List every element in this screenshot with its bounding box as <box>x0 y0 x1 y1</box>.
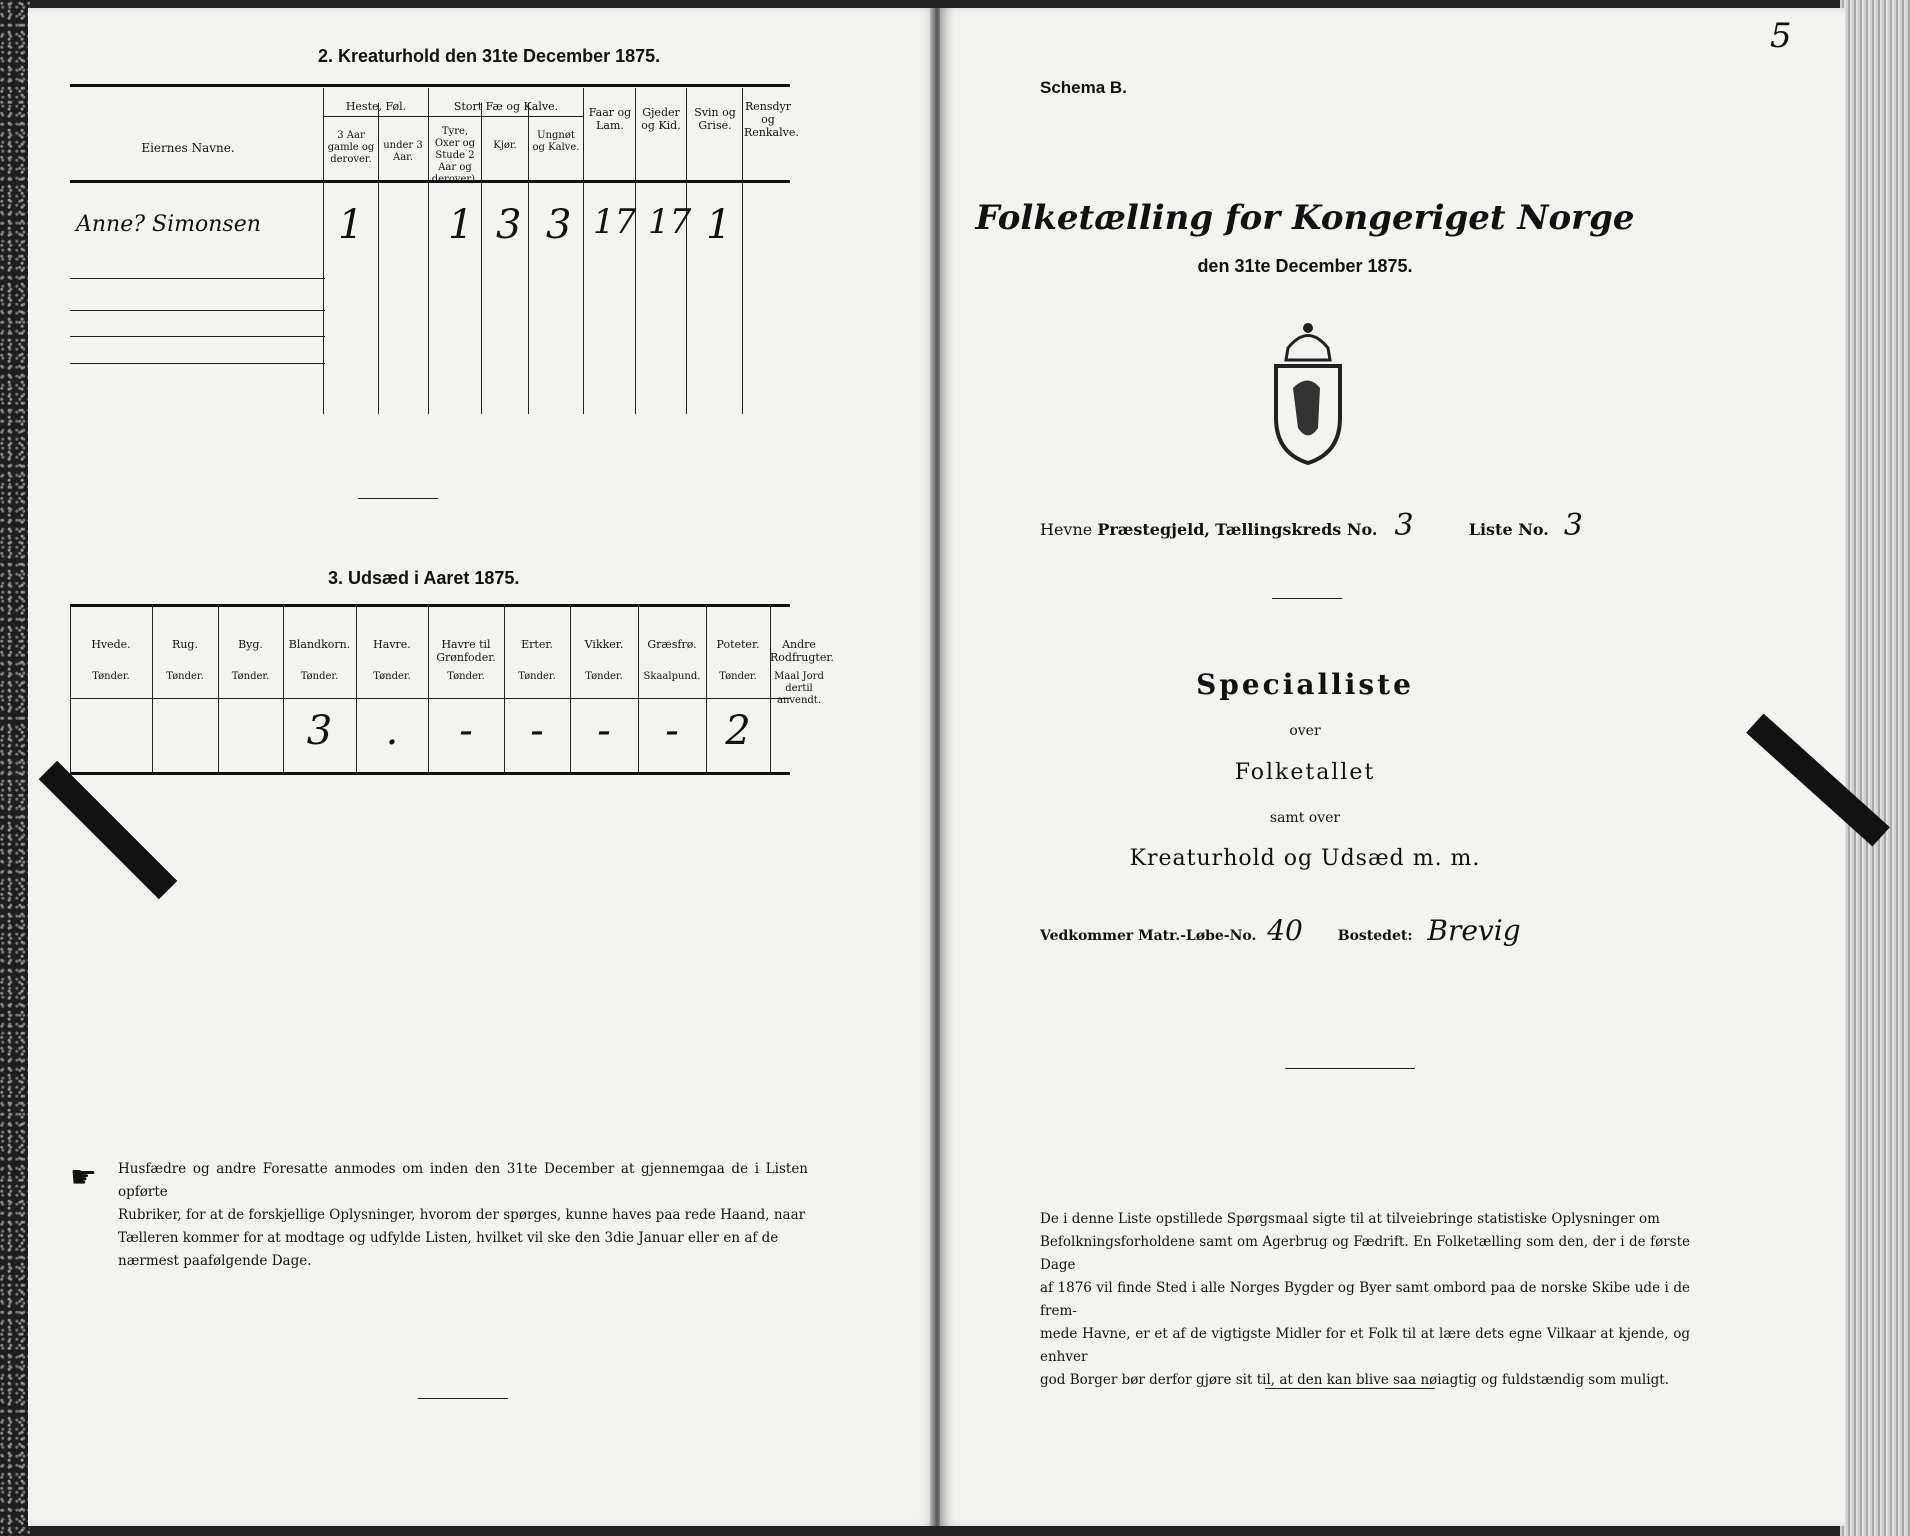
document-title: Folketælling for Kongeriget Norge <box>975 198 1635 238</box>
gjeder-value: 17 <box>648 202 692 242</box>
schema-label: Schema B. <box>1040 78 1127 97</box>
stort-a-value: 1 <box>448 202 474 248</box>
heste-b-header: under 3 Aar. <box>383 140 423 163</box>
over-text: over <box>1289 723 1321 739</box>
paragraph-line: god Borger bør derfor gjøre sit til, at den kan blive saa nøiagtig og fuldstændig som muligt. <box>1040 1372 1669 1388</box>
rule <box>70 84 790 87</box>
notice-line: nærmest paafølgende Dage. <box>118 1253 312 1269</box>
kjor-value: 3 <box>496 202 522 248</box>
notice-line: Rubriker, for at de forskjellige Oplysninger, hvorom der spørges, kunne haves paa rede Haand, naar <box>118 1207 806 1223</box>
heste-value: 1 <box>338 202 364 248</box>
owner-col-header: Eiernes Navne. <box>141 141 235 155</box>
paragraph-line: mede Havne, er et af de vigtigste Midler for et Folk til at lære dets egne Vilkaar at kjende, og enhver <box>1040 1326 1690 1365</box>
liste-label: Liste No. <box>1468 520 1549 539</box>
seed-header: Vikker. <box>584 638 624 651</box>
notice-line: Tælleren kommer for at modtage og udfylde Listen, hvilket vil ske den 3die Januar eller en af de <box>118 1230 779 1246</box>
seed-unit: Tønder. <box>719 671 757 682</box>
seed-header: Græsfrø. <box>647 638 697 651</box>
svin-value: 1 <box>706 202 732 248</box>
seed-unit: Tønder. <box>231 671 270 682</box>
seed-unit: Tønder. <box>447 671 485 682</box>
samt-over-text: samt over <box>1269 810 1341 826</box>
bosted-label: Bostedet: <box>1337 928 1413 944</box>
section3-title: 3. Udsæd i Aaret 1875. <box>328 568 520 588</box>
seed-value: - <box>665 708 679 754</box>
seed-unit: Tønder. <box>300 671 339 682</box>
page-number: 5 <box>1770 16 1792 56</box>
stort-header: Stort Fæ og Kalve. <box>453 100 559 113</box>
praestegjeld-label: Præstegjeld, <box>1097 520 1210 539</box>
stort-b-header: Kjør. <box>493 140 517 151</box>
seed-header: Hvede. <box>91 638 131 651</box>
faar-header: Faar og Lam. <box>588 106 632 132</box>
seed-value: - <box>459 708 473 754</box>
seed-col-divider <box>152 604 153 772</box>
scan-border-left <box>0 0 30 1536</box>
kreds-label: Tællingskreds No. <box>1215 520 1378 539</box>
seed-header: Blandkorn. <box>288 638 351 651</box>
rensdyr-header: Rensdyr og Renkalve. <box>744 100 799 139</box>
right-page <box>940 8 1845 1526</box>
seed-header: Havre til Grønfoder. <box>436 638 496 664</box>
faar-value: 17 <box>593 202 637 242</box>
stort-c-header: Ungnøt og Kalve. <box>532 130 580 153</box>
seed-unit: Tønder. <box>373 671 411 682</box>
gjeder-header: Gjeder og Kid. <box>641 106 681 132</box>
seed-unit: Maal Jord dertil anvendt. <box>774 671 824 706</box>
seed-header: Havre. <box>373 638 411 651</box>
seed-unit: Skaalpund. <box>643 671 701 682</box>
spec-title: Specialliste <box>1196 668 1414 701</box>
notice-text <box>118 1158 808 1273</box>
ungnot-value: 3 <box>546 202 572 248</box>
stort-a-header: Tyre, Oxer og Stude 2 Aar og derover). <box>431 126 479 185</box>
seed-unit: Tønder. <box>585 671 623 682</box>
explanation-paragraph <box>1040 1208 1690 1392</box>
heste-a-header: 3 Aar gamle og derover. <box>327 130 375 165</box>
seed-value: - <box>597 708 611 754</box>
owner-name-row1: Anne? Simonsen <box>76 212 261 237</box>
heste-header: Heste, Føl. <box>345 100 407 113</box>
coat-of-arms-icon <box>1258 318 1358 468</box>
page-edges <box>1840 0 1910 1536</box>
seed-value: - <box>530 708 544 754</box>
bosted-value: Brevig <box>1427 914 1521 947</box>
seed-header: Andre Rodfrugter. <box>770 638 834 664</box>
matr-line <box>1040 914 1521 947</box>
folketallet-text: Folketallet <box>1234 760 1376 785</box>
notice-line: Husfædre og andre Foresatte anmodes om inden den 31te December at gjennemgaa de i Listen opførte <box>118 1161 808 1200</box>
seed-value: . <box>385 708 399 754</box>
svin-header: Svin og Grise. <box>694 106 736 132</box>
paragraph-line: De i denne Liste opstillede Spørgsmaal sigte til at tilveiebringe statistiske Oplysninger om <box>1040 1211 1660 1227</box>
seed-header: Byg. <box>238 638 263 651</box>
seed-unit: Tønder. <box>92 671 130 682</box>
paragraph-line: Befolkningsforholdene samt om Agerbrug og Fædrift. En Folketælling som den, der i de første Dage <box>1040 1234 1690 1273</box>
pointing-hand-icon: ☛ <box>70 1160 97 1195</box>
matr-value: 40 <box>1267 914 1303 947</box>
seed-header: Rug. <box>172 638 198 651</box>
parish-name: Hevne <box>1040 520 1093 539</box>
seed-unit: Tønder. <box>518 671 556 682</box>
liste-value: 3 <box>1563 508 1583 543</box>
seed-col-divider <box>70 604 71 772</box>
seed-value: 3 <box>306 708 333 754</box>
location-line <box>1040 508 1583 543</box>
seed-header: Erter. <box>521 638 553 651</box>
seed-col-divider <box>218 604 219 772</box>
document-date: den 31te December 1875. <box>1197 256 1413 276</box>
kreaturhold-text: Kreaturhold og Udsæd m. m. <box>1129 846 1481 871</box>
seed-unit: Tønder. <box>166 671 204 682</box>
matr-label: Vedkommer Matr.-Løbe-No. <box>1040 928 1257 944</box>
paragraph-line: af 1876 vil finde Sted i alle Norges Bygder og Byer samt ombord paa de norske Skibe ude i de frem- <box>1040 1280 1690 1319</box>
seed-value: 2 <box>725 708 751 754</box>
left-page <box>28 8 938 1526</box>
seed-header: Poteter. <box>716 638 760 651</box>
kreds-value: 3 <box>1394 508 1414 543</box>
section2-title: 2. Kreaturhold den 31te December 1875. <box>318 46 661 66</box>
